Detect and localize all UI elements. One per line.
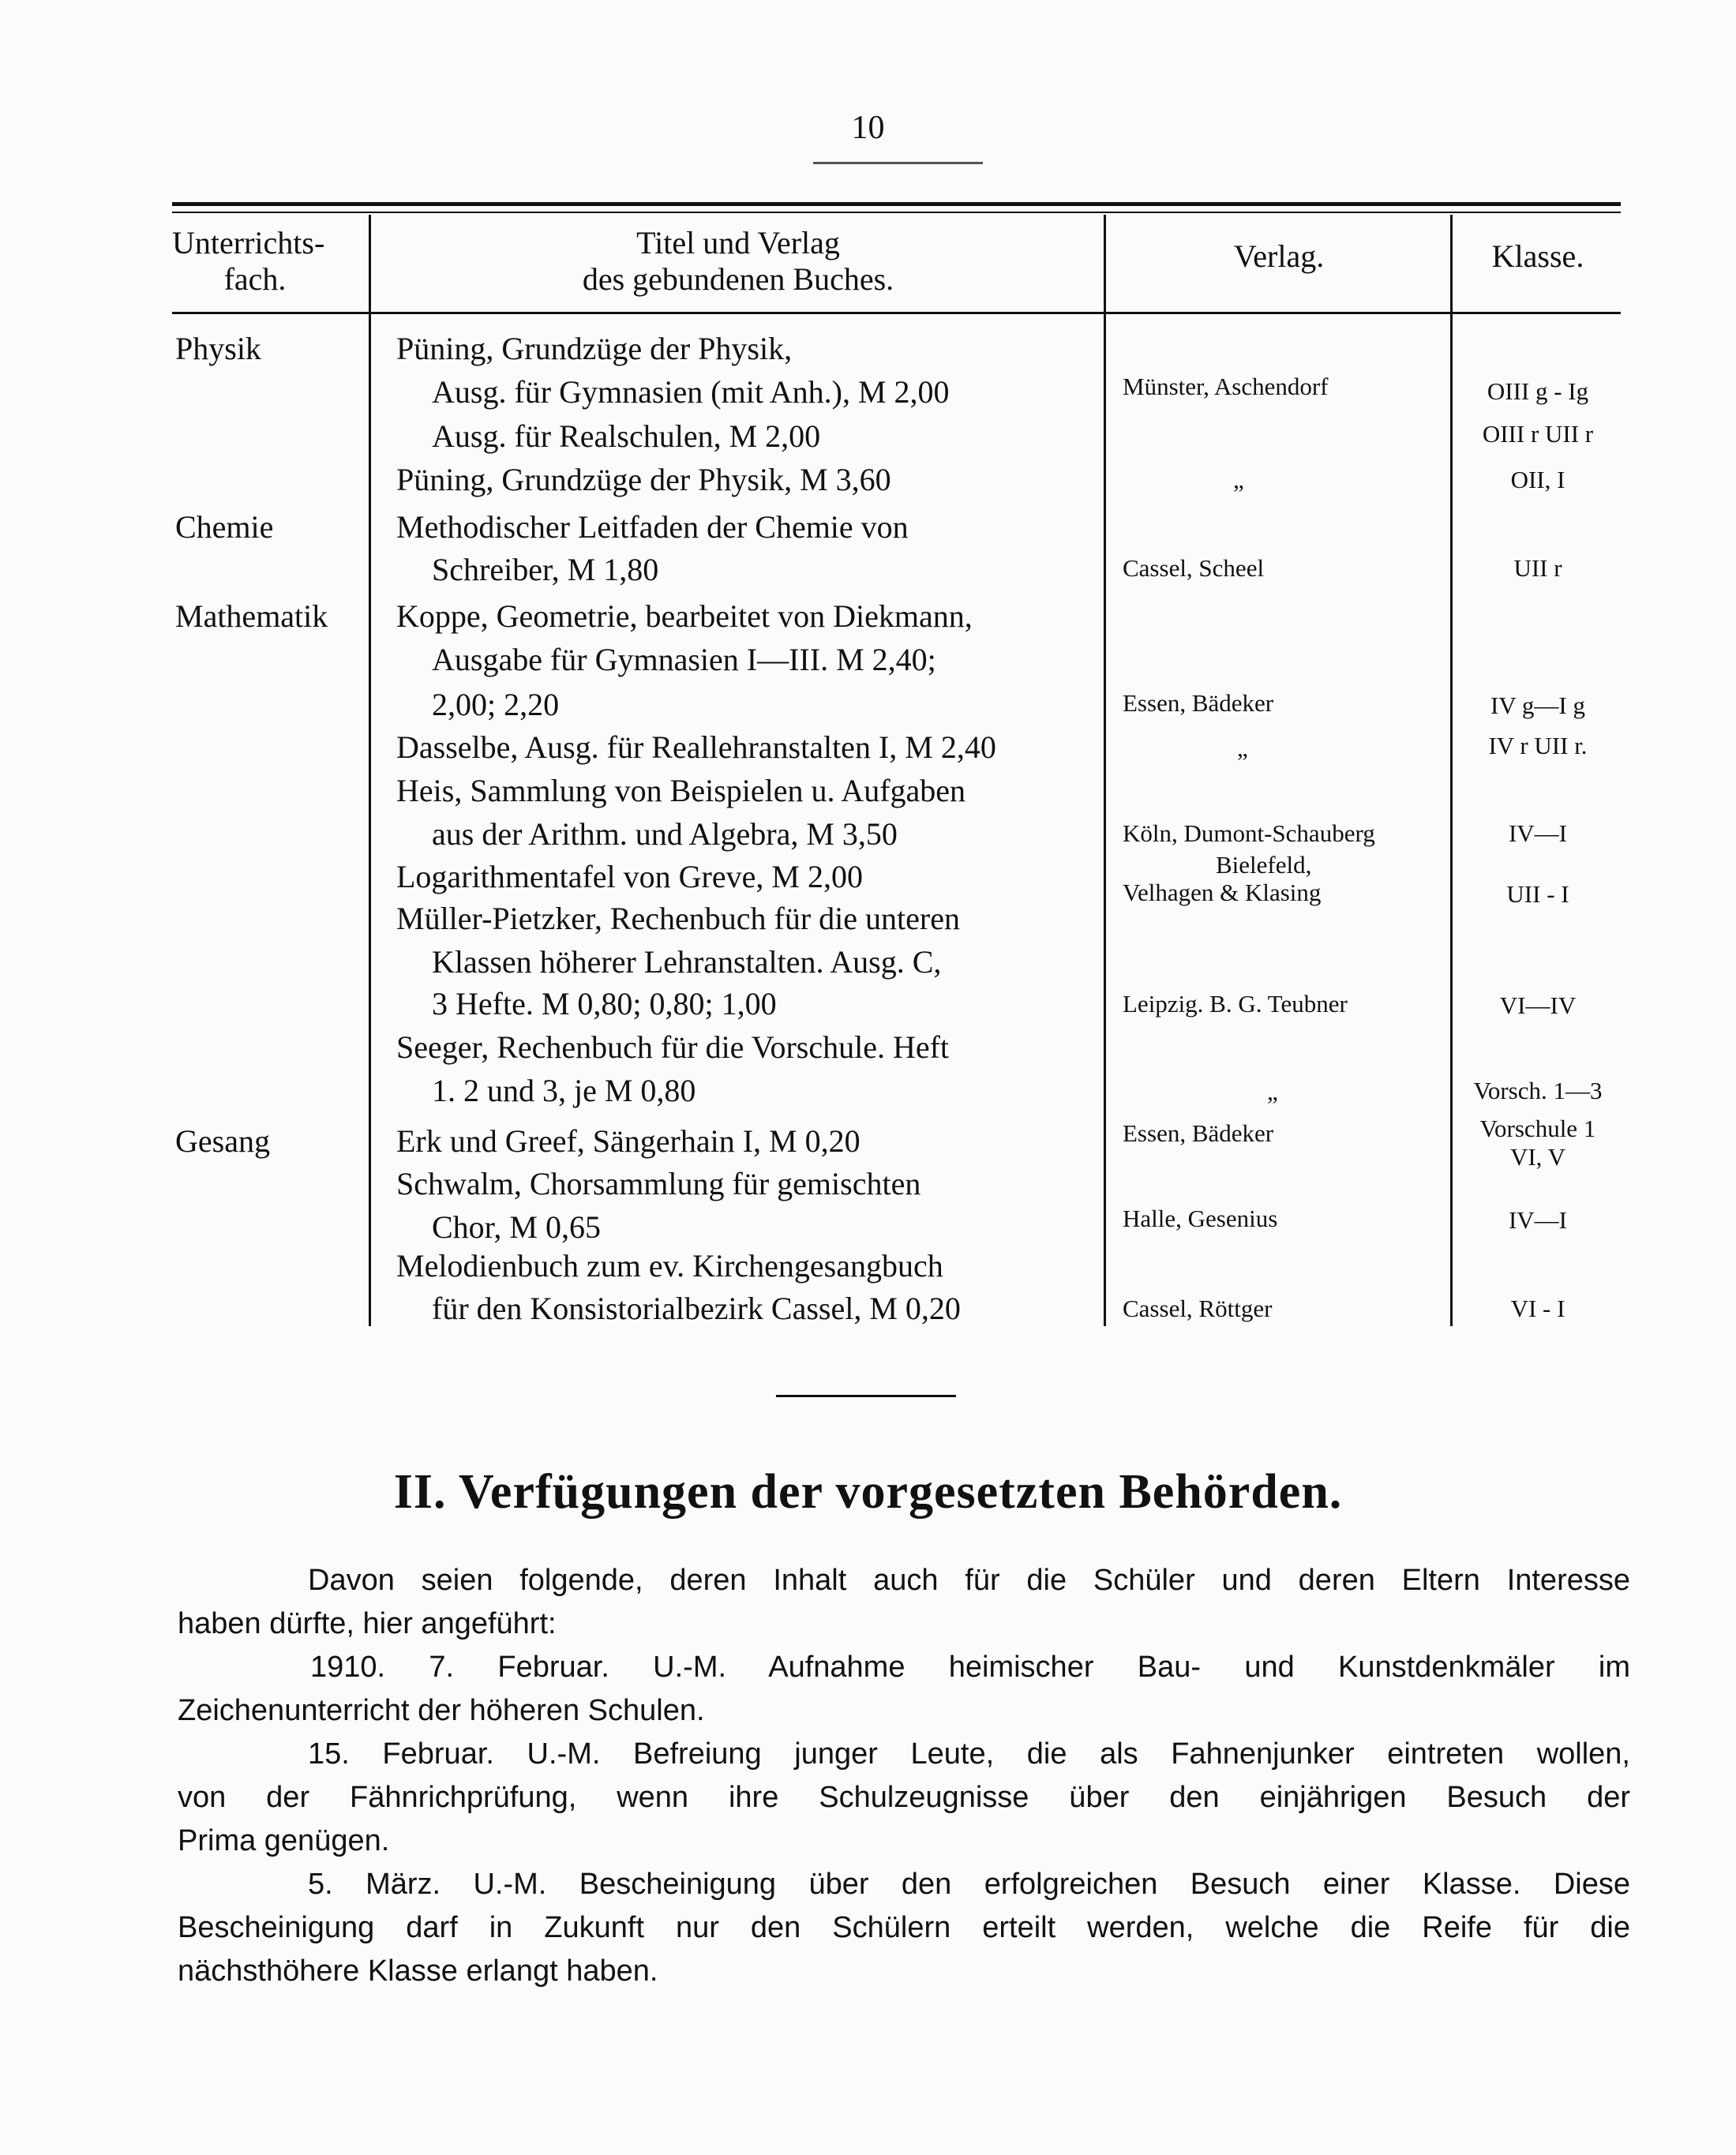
klasse-entry: Vorschule 1 <box>1479 1115 1596 1142</box>
page-number-rule <box>813 162 983 164</box>
body-line: Bescheinigung darf in Zukunft nur den Schülern erteilt werden, welche die Reife für die <box>178 1911 1630 1944</box>
body-line: nächsthöhere Klasse erlangt haben. <box>178 1954 658 1988</box>
klasse-entry: IV—I <box>1508 819 1568 847</box>
title-line: Püning, Grundzüge der Physik, <box>396 331 793 366</box>
table-top-rule-thin <box>172 212 1621 213</box>
title-line: Ausg. für Gymnasien (mit Anh.), M 2,00 <box>432 374 950 410</box>
header-klasse: Klasse. <box>1491 238 1584 274</box>
klasse-entry: UII - I <box>1506 880 1569 908</box>
title-line: aus der Arithm. und Algebra, M 3,50 <box>432 816 898 852</box>
body-line: 1910. 7. Februar. U.-M. Aufnahme heimischer Bau- und Kunstdenkmäler im <box>310 1651 1630 1684</box>
title-line: Methodischer Leitfaden der Chemie von <box>396 509 909 545</box>
header-verlag: Verlag. <box>1233 238 1325 274</box>
body-line: haben dürfte, hier angeführt: <box>178 1607 557 1640</box>
header-fach-line-1: Unterrichts- <box>172 225 325 260</box>
title-line: Melodienbuch zum ev. Kirchengesangbuch <box>396 1248 943 1284</box>
title-line: Ausgabe für Gymnasien I—III. M 2,40; <box>432 642 936 677</box>
title-line: Koppe, Geometrie, bearbeitet von Diekmann, <box>396 598 973 634</box>
table-divider-3 <box>1450 215 1453 1326</box>
header-fach-line-2: fach. <box>223 261 287 297</box>
body-line: 5. März. U.-M. Bescheinigung über den erfolgreichen Besuch einer Klasse. Diese <box>308 1868 1630 1901</box>
verlag-entry: Leipzig. B. G. Teubner <box>1123 990 1348 1018</box>
verlag-entry: „ <box>1233 466 1244 493</box>
klasse-entry: VI—IV <box>1499 991 1577 1019</box>
body-line: Zeichenunterricht der höheren Schulen. <box>178 1694 705 1727</box>
title-line: Heis, Sammlung von Beispielen u. Aufgaben <box>396 773 966 808</box>
subject-mathematik: Mathematik <box>175 598 328 634</box>
title-line: Schwalm, Chorsammlung für gemischten <box>396 1166 921 1201</box>
klasse-entry: UII r <box>1513 554 1562 582</box>
klasse-entry: IV r UII r. <box>1488 732 1588 759</box>
verlag-entry: Münster, Aschendorf <box>1123 373 1329 400</box>
title-line: Dasselbe, Ausg. für Reallehranstalten I, M 2,40 <box>396 729 996 765</box>
table-top-rule-thick <box>172 202 1621 206</box>
subject-gesang: Gesang <box>175 1123 270 1159</box>
table-divider-1 <box>369 215 371 1326</box>
body-line: Davon seien folgende, deren Inhalt auch für die Schüler und deren Eltern Interesse <box>308 1564 1630 1597</box>
title-line: für den Konsistorialbezirk Cassel, M 0,20 <box>432 1291 961 1326</box>
klasse-entry: OII, I <box>1510 466 1565 493</box>
klasse-entry: Vorsch. 1—3 <box>1473 1077 1603 1104</box>
title-line: 1. 2 und 3, je M 0,80 <box>432 1073 696 1108</box>
klasse-entry: VI, V <box>1509 1143 1566 1171</box>
body-line: 15. Februar. U.-M. Befreiung junger Leute, die als Fahnenjunker eintreten wollen, <box>308 1737 1630 1771</box>
body-line: von der Fähnrichprüfung, wenn ihre Schulzeugnisse über den einjährigen Besuch der <box>178 1781 1630 1814</box>
header-titel-line-1: Titel und Verlag <box>636 225 840 260</box>
subject-physik: Physik <box>175 331 261 366</box>
klasse-entry: IV—I <box>1508 1206 1568 1234</box>
title-line: 3 Hefte. M 0,80; 0,80; 1,00 <box>432 986 777 1021</box>
verlag-entry: Essen, Bädeker <box>1123 689 1274 717</box>
title-line: Logarithmentafel von Greve, M 2,00 <box>396 859 863 894</box>
verlag-entry: Halle, Gesenius <box>1123 1205 1278 1232</box>
title-line: 2,00; 2,20 <box>432 687 560 722</box>
table-divider-2 <box>1104 215 1106 1326</box>
verlag-entry: Cassel, Scheel <box>1123 554 1265 582</box>
verlag-entry: „ <box>1267 1078 1278 1105</box>
verlag-entry: „ <box>1237 734 1248 762</box>
title-line: Ausg. für Realschulen, M 2,00 <box>432 418 821 454</box>
header-titel <box>375 225 1101 298</box>
section-separator-rule <box>776 1395 956 1397</box>
verlag-entry: Bielefeld, <box>1216 851 1312 879</box>
title-line: Klassen höherer Lehranstalten. Ausg. C, <box>432 944 942 980</box>
header-titel-line-2: des gebundenen Buches. <box>582 261 894 297</box>
page-number: 10 <box>851 110 885 146</box>
klasse-entry: OIII g - Ig <box>1487 377 1589 405</box>
body-line: Prima genügen. <box>178 1824 390 1857</box>
verlag-entry: Velhagen & Klasing <box>1123 879 1322 906</box>
verlag-entry: Essen, Bädeker <box>1123 1119 1274 1147</box>
klasse-entry: VI - I <box>1510 1295 1565 1322</box>
table-header-rule <box>172 312 1621 314</box>
header-fach <box>172 225 362 298</box>
title-line: Müller-Pietzker, Rechenbuch für die unteren <box>396 901 960 936</box>
section-body <box>178 1559 1630 1993</box>
title-line: Chor, M 0,65 <box>432 1209 601 1245</box>
section-heading: II. Verfügungen der vorgesetzten Behörden. <box>393 1465 1343 1519</box>
klasse-entry: IV g—I g <box>1490 691 1585 719</box>
klasse-entry: OIII r UII r <box>1482 420 1594 448</box>
verlag-entry: Köln, Dumont-Schauberg <box>1123 819 1375 847</box>
verlag-entry: Cassel, Röttger <box>1123 1295 1273 1322</box>
title-line: Püning, Grundzüge der Physik, M 3,60 <box>396 462 891 497</box>
title-line: Schreiber, M 1,80 <box>432 552 659 587</box>
title-line: Seeger, Rechenbuch für die Vorschule. Heft <box>396 1029 950 1065</box>
title-line: Erk und Greef, Sängerhain I, M 0,20 <box>396 1123 861 1159</box>
subject-chemie: Chemie <box>175 509 274 545</box>
